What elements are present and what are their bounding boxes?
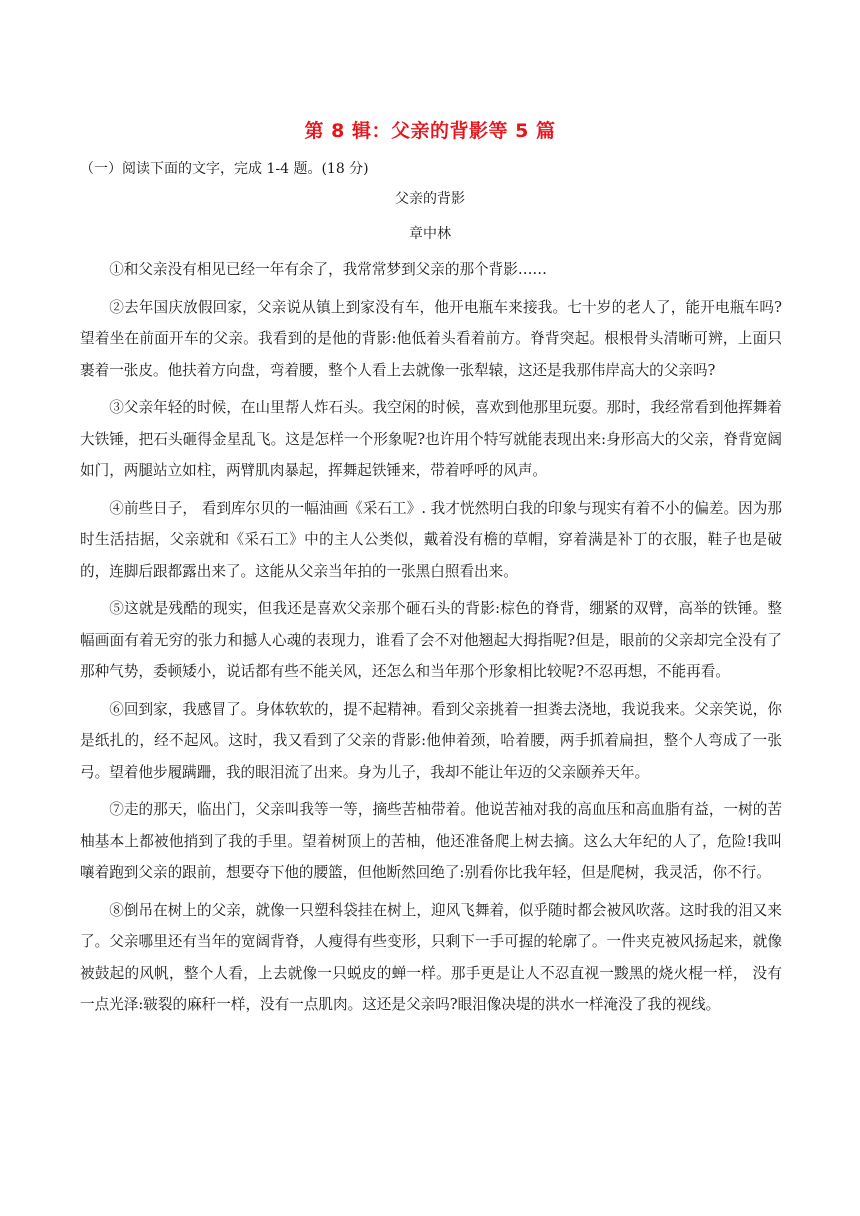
question-instruction: （一）阅读下面的文字，完成 1-4 题。(18 分): [80, 161, 369, 177]
paragraph-2: ②去年国庆放假回家，父亲说从镇上到家没有车，他开电瓶车来接我。七十岁的老人了，能开电瓶车吗?望着坐在前面开车的父亲。我看到的是他的背影:他低着头看着前方。脊背突起。根根骨头清晰可辨，上面只裹着一张皮。他扶着方向盘，弯着腰，整个人看上去就像一张犁辕，这还是我那伟岸高大的父亲吗?: [80, 298, 782, 379]
paragraph-8: ⑧倒吊在树上的父亲，就像一只塑科袋挂在树上，迎风飞舞着，似乎随时都会被风吹落。这时我的泪又来了。父亲哪里还有当年的宽阔背脊，人瘦得有些变形，只剩下一手可握的轮廓了。一件夹克被风扬起来，就像被鼓起的风帆，整个人看，上去就像一只蜕皮的蝉一样。那手更是让人不忍直视一黢黑的烧火棍一样， 没有一点光泽:皲裂的麻秆一样，没有一点肌肉。这还是父亲吗?眼泪像决堤的洪水一样淹没了我的视线。: [80, 901, 782, 1013]
article-author: 章中林: [409, 226, 451, 242]
article-body: [80, 254, 782, 1027]
paragraph-5: ⑤这就是残酷的现实，但我还是喜欢父亲那个砸石头的背影:棕色的脊背，绷紧的双臂，高举的铁锤。整幅画面有着无穷的张力和撼人心魂的表现力，谁看了会不对他翘起大拇指呢?但是，眼前的父亲却完全没有了那种气势，委顿矮小，说话都有些不能关风，还怎么和当年那个形象相比较呢?不忍再想，不能再看。: [80, 600, 782, 680]
paragraph-4: ④前些日子， 看到库尔贝的一幅油画《采石工》. 我才恍然明白我的印象与现实有着不小的偏差。因为那时生活拮据，父亲就和《采石工》中的主人公类似，戴着没有檐的草帽，穿着满是补丁的衣服，鞋子也是破的，连脚后跟都露出来了。这能从父亲当年拍的一张黑白照看出来。: [80, 499, 782, 580]
paragraph-1: ①和父亲没有相见已经一年有余了，我常常梦到父亲的那个背影……: [109, 261, 548, 278]
paragraph-6: ⑥回到家，我感冒了。身体软软的，提不起精神。看到父亲挑着一担粪去浇地，我说我来。父亲笑说，你是纸扎的，经不起风。这时，我又看到了父亲的背影:他伸着颈，哈着腰，两手抓着扁担，整个人弯成了一张弓。望着他步履蹒跚，我的眼泪流了出来。身为儿子，我却不能让年迈的父亲颐养天年。: [80, 700, 782, 781]
paragraph-7: ⑦走的那天，临出门，父亲叫我等一等，摘些苦柚带着。他说苦袖对我的高血压和高血脂有益，一树的苦柚基本上都被他捎到了我的手里。望着树顶上的苦柚，他还准备爬上树去摘。这么大年纪的人了，危险!我叫嚷着跑到父亲的跟前，想要夺下他的腰篮，但他断然回绝了:别看你比我年轻，但是爬树，我灵活，你不行。: [80, 801, 782, 881]
document-title: 第 8 辑：父亲的背影等 5 篇: [304, 120, 556, 142]
paragraph-3: ③父亲年轻的时候，在山里帮人炸石头。我空闲的时候，喜欢到他那里玩耍。那时，我经常看到他挥舞着大铁锤，把石头砸得金星乱飞。这是怎样一个形象呢?也许用个特写就能表现出来:身形高大的父亲，脊背宽阔如门，两腿站立如柱，两臂肌肉暴起，挥舞起铁锤来，带着呼呼的风声。: [80, 399, 782, 479]
article-title: 父亲的背影: [395, 191, 465, 207]
